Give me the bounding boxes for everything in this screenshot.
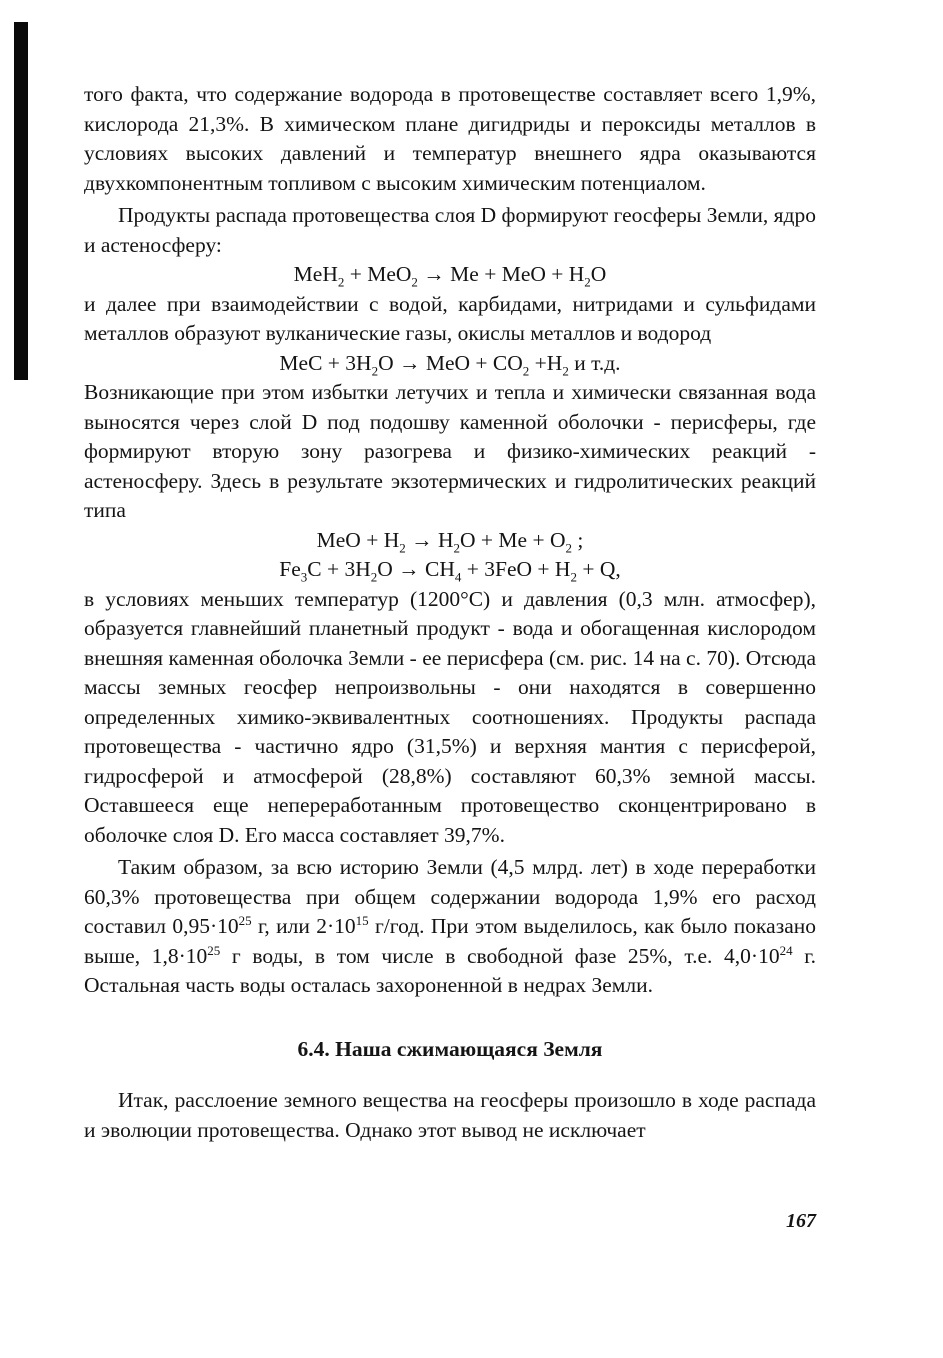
- equation: MeC + $3H_2O$ → MeO + $CO_2 +H_2$ и т.д.: [279, 350, 621, 378]
- section-heading: 6.4. Наша сжимающаяся Земля: [297, 1036, 603, 1061]
- page-body: [84, 80, 816, 1145]
- scan-edge-bar: [14, 22, 28, 380]
- paragraph: Итак, расслоение земного вещества на геосферы произошло в ходе распада и эволюции протовещества. Однако этот вывод не исключает: [84, 1088, 816, 1142]
- paragraph: Возникающие при этом избытки летучих и тепла и химически связанная вода выносятся через слой D под подошву каменной оболочки - перисферы, где формируют вторую зону разогрева и физико-химических реакций - астеносферу. Здесь в результате экзотермических и гидролитических реакций типа: [84, 380, 816, 522]
- page-number: 167: [786, 1210, 816, 1232]
- paragraph: и далее при взаимодействии с водой, карбидами, нитридами и сульфидами металлов образуют вулканические газы, окислы металлов и водород: [84, 291, 816, 345]
- paragraph: того факта, что содержание водорода в протовеществе составляет всего 1,9%, кислорода 21,3%. В химическом плане дигидриды и пероксиды металлов в условиях высоких давлений и температур внешнего ядра оказываются двухкомпонентным топливом с высоким химическим потенциалом.: [84, 82, 816, 195]
- equation: $Fe_3C + 3H_2O \to CH_4 + 3FeO + H_2 + Q$,: [279, 557, 621, 585]
- paragraph: Таким образом, за всю историю Земли (4,5 млрд. лет) в ходе переработки 60,3% протовещества при общем содержании водорода 1,9% его расход составил $0,95\cdot 10^{25}$ г, или $2\cdot 10^{15}$ г/год. При этом выделилось, как было показано выше, $1,8\cdot 10^{25}$ г воды, в том числе в свободной фазе 25%, т.е. $4,0\cdot 10^{24}$ г. Остальная часть воды осталась захороненной в недрах Земли.: [84, 855, 816, 997]
- equation: MeH$_2$ + MeO$_2$ → Me + MeO + $H_2O$: [293, 262, 607, 290]
- paragraph: Продукты распада протовещества слоя D формируют геосферы Земли, ядро и астеносферу:: [84, 203, 816, 257]
- paragraph: в условиях меньших температур (1200°С) и давления (0,3 млн. атмосфер), образуется главнейший планетный продукт - вода и обогащенная кислородом внешняя каменная оболочка Земли - ее перисфера (см. рис. 14 на с. 70). Отсюда массы земных геосфер непроизвольны - они находятся в совершенно определенных химико-эквивалентных соотношениях. Продукты распада протовещества - частично ядро (31,5%) и верхняя мантия с перисферой, гидросферой и атмосферой (28,8%) составляют 60,3% земной массы. Оставшееся еще непереработанным протовещество сконцентрировано в оболочке слоя D. Его масса составляет 39,7%.: [84, 586, 816, 847]
- equation: MeO + $H_2 \to H_2O + Me + O_2$ ;: [316, 527, 584, 555]
